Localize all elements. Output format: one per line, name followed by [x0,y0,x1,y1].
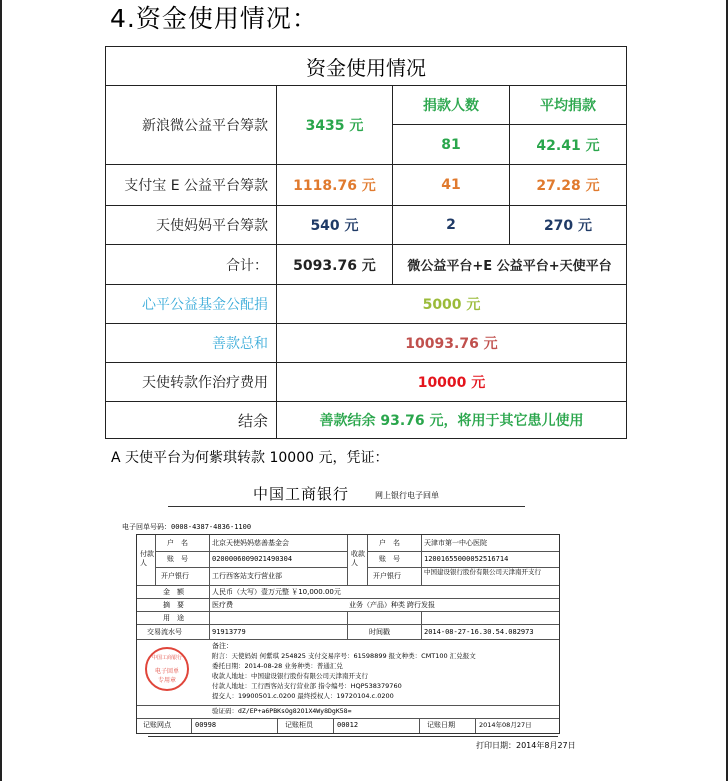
col-line [347,611,348,639]
voucher-caption: A 天使平台为何紫琪转款 10000 元，凭证： [111,450,389,466]
payer-acct-label: 账 号 [167,555,188,563]
section-heading: 4.资金使用情况： [110,4,318,33]
col-line [277,718,278,733]
bank-seal-stamp [145,647,189,691]
payer-account: 0200006009021490304 [212,555,293,563]
bank-voucher [118,478,580,754]
voucher-bank-name: 中国工商银行 [253,485,350,503]
amount-label: 金 额 [163,588,184,596]
angel-avg: 270 元 [510,206,627,245]
weibo-amount: 3435 元 [277,86,393,165]
col-line [475,718,476,733]
row-line [137,718,559,719]
payee-name: 天津市第一中心医院 [424,539,487,547]
serial-label: 交易流水号 [147,628,182,636]
record-teller-label: 记账柜员 [285,721,313,729]
weibo-donors: 81 [393,125,510,165]
alipay-avg: 27.28 元 [510,165,627,206]
total-amount: 5093.76 元 [277,245,393,285]
seal-bank-name: 中国工商银行 [151,655,182,661]
total-note: 微公益平台+E 公益平台+天使平台 [393,245,627,285]
row-line [137,585,559,586]
payee-acct-label: 账 号 [379,555,400,563]
row-line [367,551,559,552]
remark-line-3: 收款人地址：中国建设银行股份有限公司天津南开支行 [212,672,368,680]
row-line [155,567,347,568]
col-line [421,535,422,585]
alipay-label: 支付宝 E 公益平台筹款 [106,165,277,206]
biz-type-value: 跨行发报 [407,601,435,609]
print-date: 打印日期：2014年8月27日 [476,741,576,750]
match-amount: 5000 元 [277,285,627,324]
angel-amount: 540 元 [277,206,393,245]
payee-name-label: 户 名 [379,539,400,547]
alipay-amount: 1118.76 元 [277,165,393,206]
row-line [137,598,559,599]
record-site-value: 00998 [195,721,217,729]
col-line [191,718,192,733]
col-line [419,718,420,733]
sum-label: 善款总和 [106,324,277,363]
alipay-donors: 41 [393,165,510,206]
col-line [367,535,368,585]
remark-line-4: 付款人地址：工行西客站支行营业部 指令编号：HQP538379760 [212,682,402,690]
amount-value: 人民币（大写）壹万元整 ￥10,000.00元 [212,588,341,596]
remark-line-5: 提交人：19900501.c.0200 最终授权人：19720104.c.0200 [212,692,394,700]
record-site-label: 记账网点 [143,721,171,729]
payee-tag: 收款人 [351,550,365,567]
table-title: 资金使用情况 [106,47,627,86]
weibo-label: 新浪微公益平台筹款 [106,86,277,165]
angel-label: 天使妈妈平台筹款 [106,206,277,245]
voucher-bottom-rule [148,736,558,737]
page-left-border [0,0,2,781]
balance-label: 结余 [106,402,277,439]
col-line [209,535,210,639]
balance-text: 善款结余 93.76 元，将用于其它患儿使用 [277,402,627,439]
payee-account: 12001655000052516714 [424,555,509,563]
seal-title: 电子回单 [154,668,179,675]
angel-donors: 2 [393,206,510,245]
col-line [333,718,334,733]
sum-amount: 10093.76 元 [277,324,627,363]
summary-value: 医疗费 [212,601,233,609]
fund-usage-table [105,46,627,439]
payer-bank: 工行西客站支行营业部 [212,572,282,580]
row-line [137,611,559,612]
total-label: 合计： [106,245,277,285]
purpose-label: 用 途 [163,614,184,622]
serial-value: 91913779 [212,628,246,636]
row-line [137,624,559,625]
remark-line-1: 附言：天使妈妈 何紫琪 254825 支付交易序号：61598899 报文种类：CMT100 汇兑报文 [212,652,476,660]
col-line [421,611,422,639]
donors-header: 捐款人数 [393,86,510,125]
timestamp-value: 2014-08-27-16.30.54.082973 [424,628,534,636]
remark-line-2: 委托日期：2014-08-28 业务种类：普通汇兑 [212,662,343,670]
biz-type-label: 业务（产品）种类 [349,601,405,609]
avg-header: 平均捐款 [510,86,627,125]
payee-bank: 中国建设银行股份有限公司天津南开支行 [424,568,541,576]
verify-code: 验证码：dZ/EP+a6PBKsOg82O1X4Wy8DgK58= [212,707,352,715]
voucher-receipt-no: 电子回单号码：0008-4387-4836-1100 [122,523,252,531]
weibo-avg: 42.41 元 [510,125,627,165]
row-line [137,705,559,706]
record-date-label: 记账日期 [427,721,455,729]
payer-name-label: 户 名 [167,539,188,547]
record-date-value: 2014年08月27日 [479,721,532,729]
row-line [137,639,559,640]
voucher-frame [136,534,560,734]
row-line [155,551,347,552]
voucher-subtitle: 网上银行电子回单 [375,491,439,500]
col-line [155,535,156,585]
remark-label: 备注： [212,642,233,650]
payer-tag: 付款人 [140,550,154,567]
seal-subtitle: 专用章 [157,677,176,684]
col-line [347,535,348,585]
match-label: 心平公益基金公配捐 [106,285,277,324]
record-teller-value: 00012 [337,721,359,729]
summary-label: 摘 要 [163,601,184,609]
payee-bank-label: 开户银行 [373,572,401,580]
payer-bank-label: 开户银行 [161,572,189,580]
transfer-label: 天使转款作治疗费用 [106,363,277,402]
timestamp-label: 时间戳 [369,628,390,636]
transfer-amount: 10000 元 [277,363,627,402]
payer-name: 北京天使妈妈慈善基金会 [212,539,289,547]
voucher-title-rule [168,506,525,507]
